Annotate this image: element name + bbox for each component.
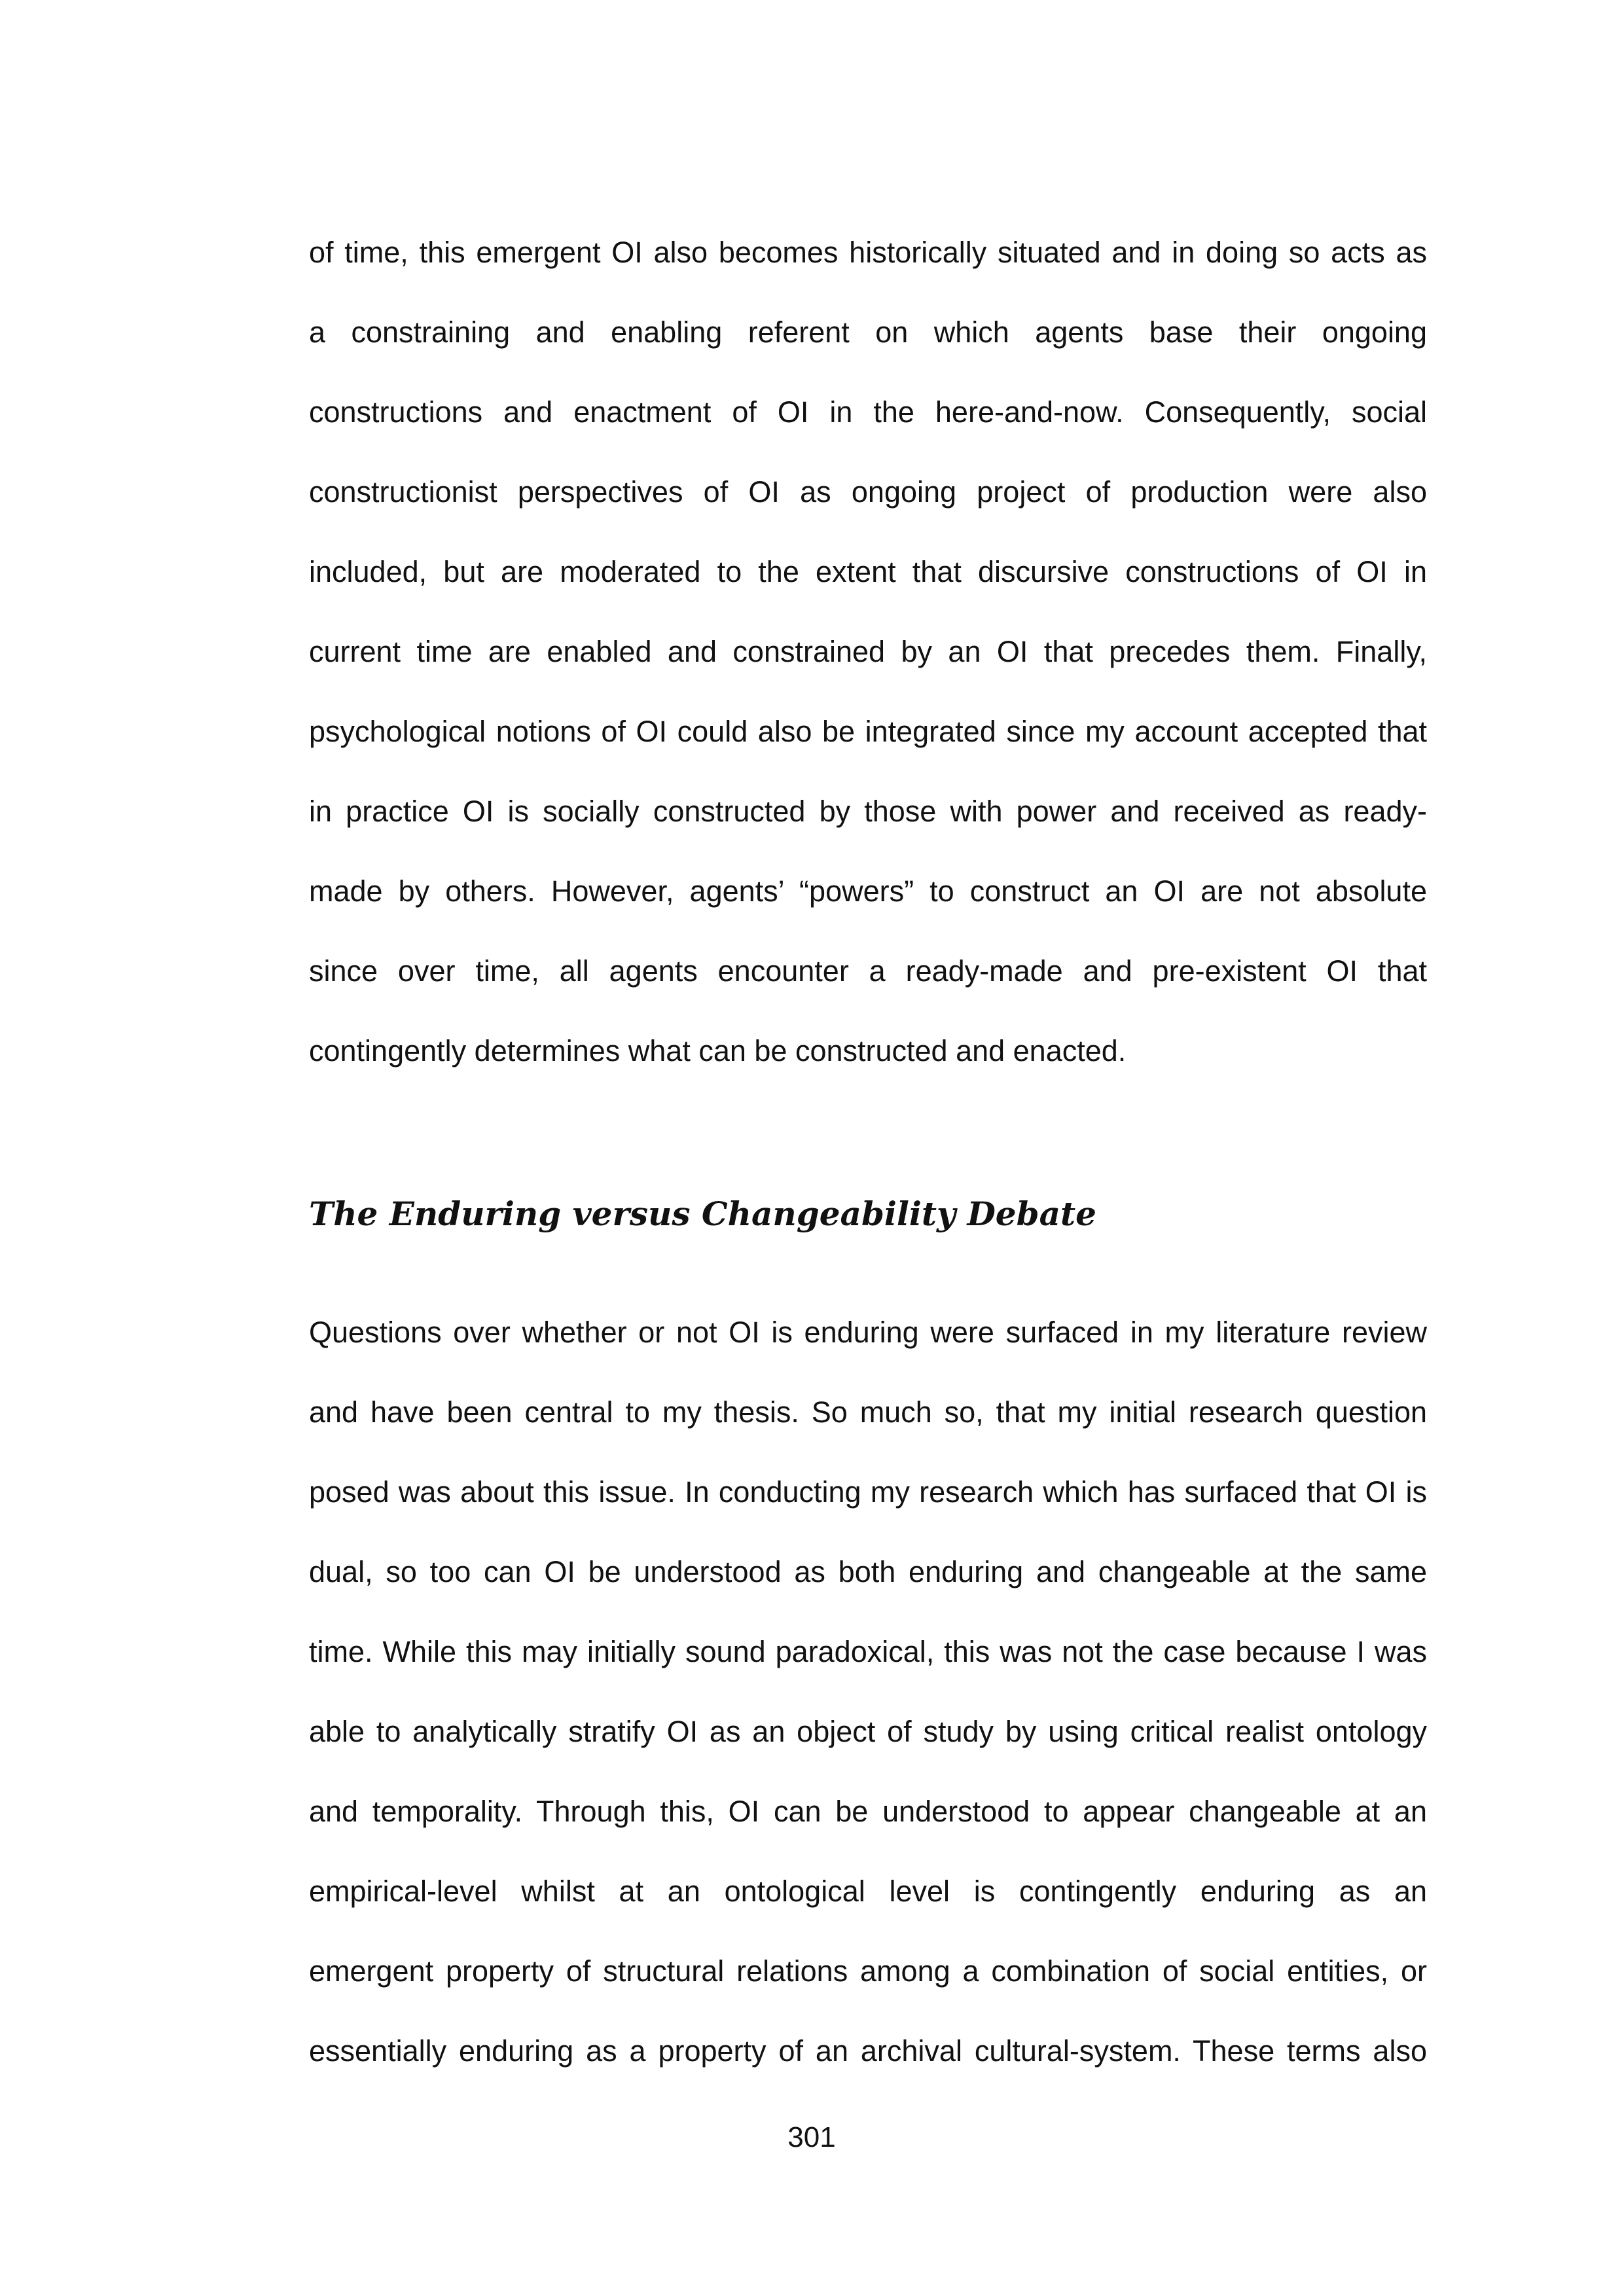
paragraph-line: contingently determines what can be constructed and enacted. [309, 1034, 1127, 1067]
paragraph-line: made by others. However, agents’ “powers” to construct an OI are not absolute [309, 874, 1427, 908]
paragraph-line: since over time, all agents encounter a ready-made and pre-existent OI that [309, 954, 1427, 988]
paragraph-line: and temporality. Through this, OI can be understood to appear changeable at an [309, 1795, 1427, 1828]
paragraph-line: dual, so too can OI be understood as both enduring and changeable at the same [309, 1555, 1427, 1588]
paragraph-line: constructionist perspectives of OI as ongoing project of production were also [309, 475, 1427, 509]
paragraph-line: posed was about this issue. In conducting my research which has surfaced that OI is [309, 1475, 1427, 1509]
body-paragraph-2 [309, 1293, 1427, 2091]
paragraph-line: current time are enabled and constrained by an OI that precedes them. Finally, [309, 635, 1427, 668]
paragraph-line: included, but are moderated to the extent that discursive constructions of OI in [309, 555, 1427, 588]
paragraph-line: Questions over whether or not OI is enduring were surfaced in my literature review [309, 1316, 1427, 1349]
paragraph-line: essentially enduring as a property of an archival cultural-system. These terms also [309, 2034, 1427, 2068]
paragraph-line: able to analytically stratify OI as an object of study by using critical realist ontology [309, 1715, 1427, 1748]
paragraph-line: psychological notions of OI could also be integrated since my account accepted that [309, 715, 1427, 748]
paragraph-line: in practice OI is socially constructed by those with power and received as ready- [309, 795, 1427, 828]
paragraph-line: constructions and enactment of OI in the here-and-now. Consequently, social [309, 395, 1427, 429]
paragraph-line: emergent property of structural relations among a combination of social entities, or [309, 1954, 1427, 1988]
paragraph-line: time. While this may initially sound paradoxical, this was not the case because I was [309, 1635, 1427, 1668]
paragraph-line: empirical-level whilst at an ontological level is contingently enduring as an [309, 1874, 1427, 1908]
paragraph-line: of time, this emergent OI also becomes historically situated and in doing so acts as [309, 236, 1427, 269]
paragraph-line: a constraining and enabling referent on which agents base their ongoing [309, 315, 1427, 349]
body-paragraph-1 [309, 213, 1427, 1091]
page-number: 301 [787, 2121, 836, 2153]
section-heading: The Enduring versus Changeability Debate [309, 1194, 1096, 1233]
paragraph-line: and have been central to my thesis. So much so, that my initial research question [309, 1395, 1427, 1429]
